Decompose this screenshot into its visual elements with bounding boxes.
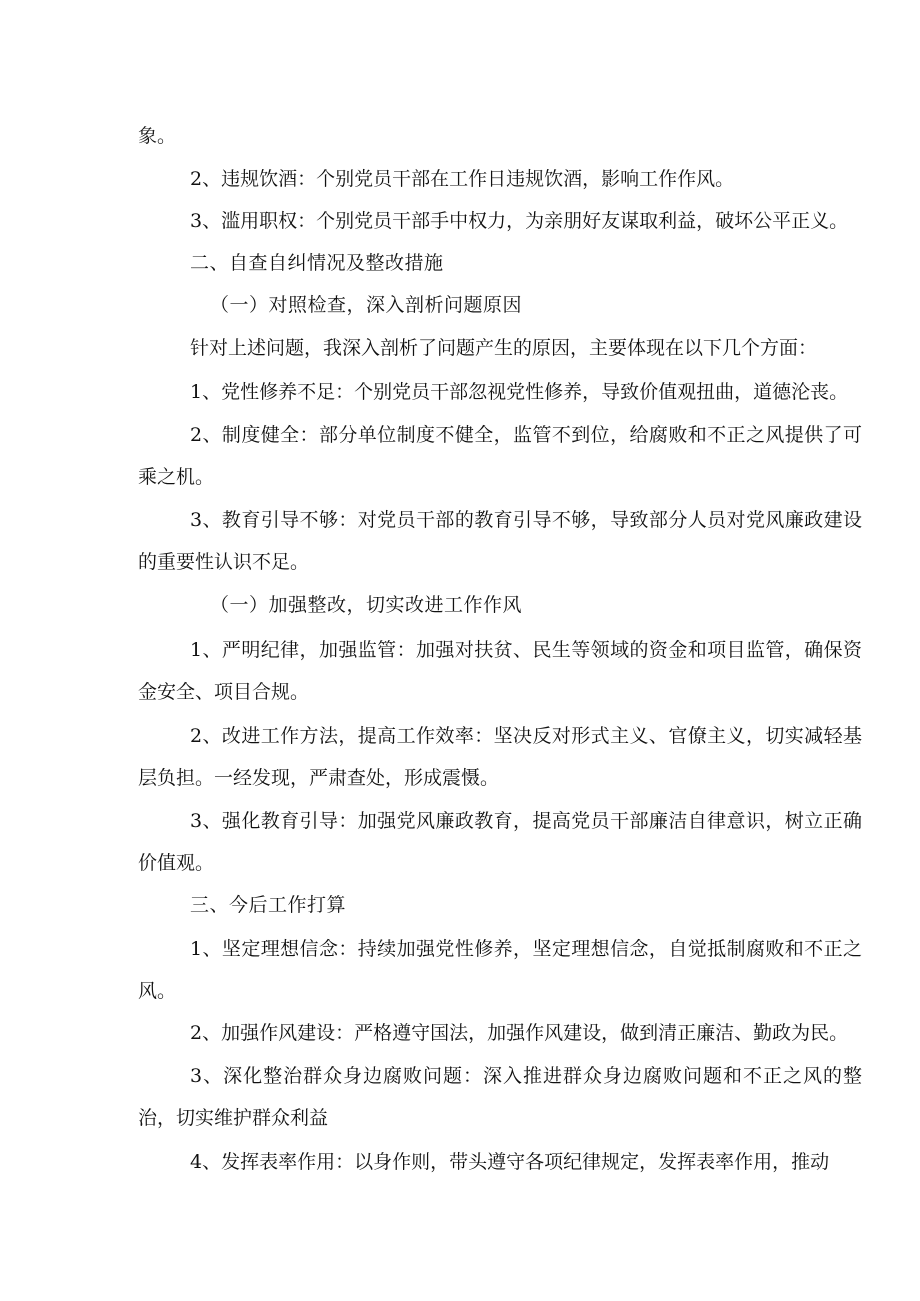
paragraph-plan-2: 2、加强作风建设：严格遵守国法，加强作风建设，做到清正廉洁、勤政为民。 <box>190 1022 849 1044</box>
paragraph-item-abuse-of-power: 3、滥用职权：个别党员干部手中权力，为亲朋好友谋取利益，破坏公平正义。 <box>190 210 849 232</box>
paragraph-plan-1: 1、坚定理想信念：持续加强党性修养，坚定理想信念，自觉抵制腐败和不正之风。 <box>138 938 862 1002</box>
paragraph-continuation: 象。 <box>138 125 177 147</box>
paragraph-cause-3: 3、教育引导不够：对党员干部的教育引导不够，导致部分人员对党风廉政建设的重要性认识不足。 <box>138 509 862 573</box>
paragraph-plan-4: 4、发挥表率作用：以身作则，带头遵守各项纪律规定，发挥表率作用，推动 <box>190 1151 830 1173</box>
subsection-heading-analysis: （一）对照检查，深入剖析问题原因 <box>210 294 523 316</box>
paragraph-intro-analysis: 针对上述问题，我深入剖析了问题产生的原因，主要体现在以下几个方面： <box>190 337 818 359</box>
paragraph-cause-2: 2、制度健全：部分单位制度不健全，监管不到位，给腐败和不正之风提供了可乘之机。 <box>138 424 862 488</box>
paragraph-measure-2: 2、改进工作方法，提高工作效率：坚决反对形式主义、官僚主义，切实减轻基层负担。一经发现，严肃查处，形成震慑。 <box>138 725 862 789</box>
paragraph-measure-1: 1、严明纪律，加强监管：加强对扶贫、民生等领域的资金和项目监管，确保资金安全、项目合规。 <box>138 639 862 703</box>
section-heading-2: 二、自查自纠情况及整改措施 <box>190 252 444 274</box>
paragraph-plan-3: 3、深化整治群众身边腐败问题：深入推进群众身边腐败问题和不正之风的整治，切实维护群众利益 <box>138 1065 862 1129</box>
subsection-heading-rectification: （一）加强整改，切实改进工作作风 <box>210 594 523 616</box>
section-heading-3: 三、今后工作打算 <box>190 894 347 916</box>
paragraph-item-drinking: 2、违规饮酒：个别党员干部在工作日违规饮酒，影响工作作风。 <box>190 168 735 190</box>
paragraph-measure-3: 3、强化教育引导：加强党风廉政教育，提高党员干部廉洁自律意识，树立正确价值观。 <box>138 810 862 874</box>
paragraph-cause-1: 1、党性修养不足：个别党员干部忽视党性修养，导致价值观扭曲，道德沦丧。 <box>190 381 849 403</box>
